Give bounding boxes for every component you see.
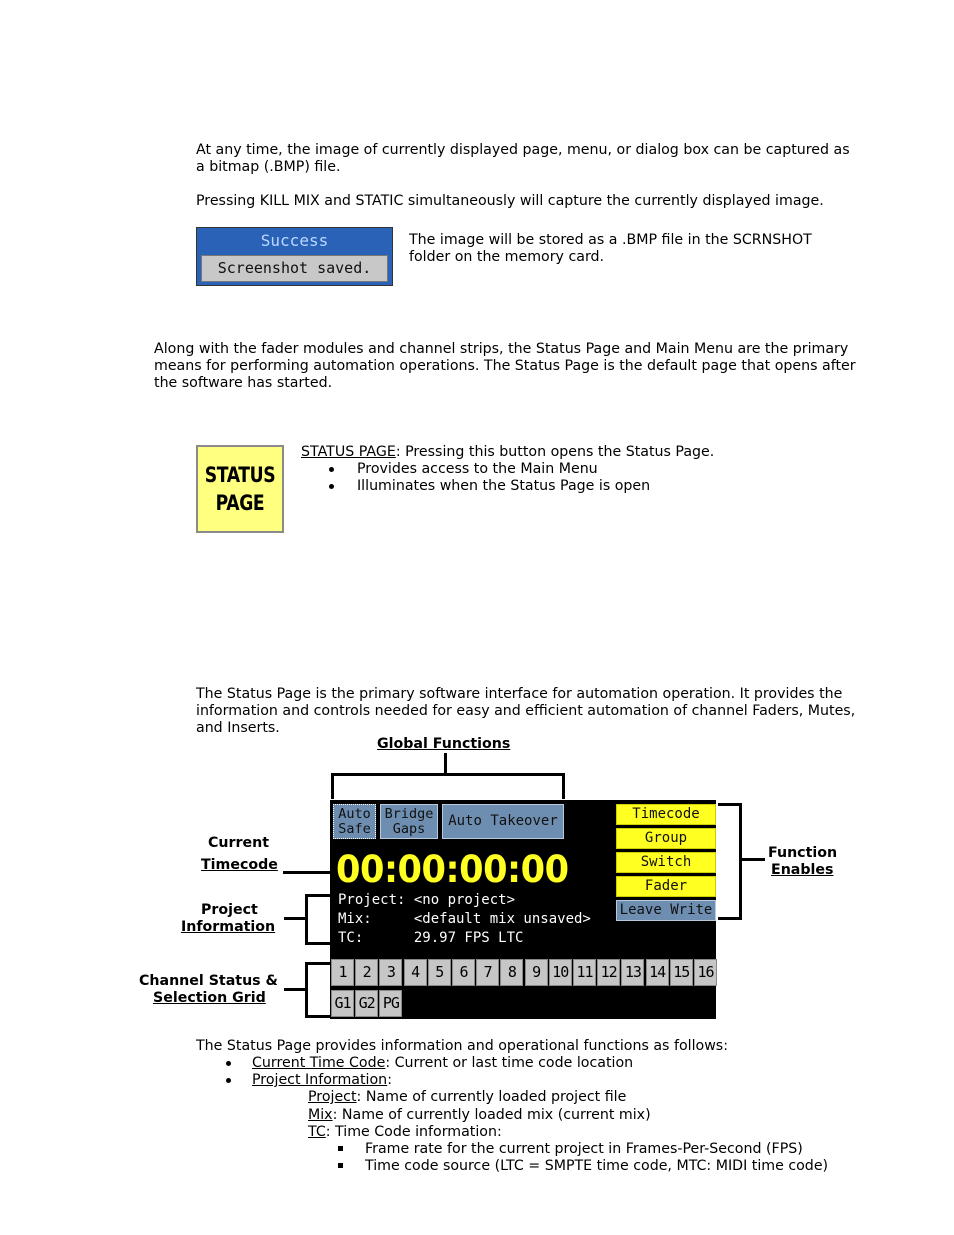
bracket-line	[741, 858, 765, 861]
intro-line-2: a bitmap (.BMP) file.	[196, 159, 341, 175]
bullet-icon	[226, 1061, 231, 1066]
leave-write-button[interactable]: Leave Write	[616, 900, 716, 921]
dialog-message: Screenshot saved.	[201, 255, 388, 282]
tc-sub-1: Frame rate for the current project in Frames-Per-Second (FPS)	[365, 1141, 803, 1157]
status-page-para-line-2: information and controls needed for easy and efficient automation of channel Faders, Mutes,	[196, 703, 856, 719]
status-page-para-line-1: The Status Page is the primary software interface for automation operation. It provides the	[196, 686, 843, 702]
status-bullet-1: Provides access to the Main Menu	[357, 461, 598, 477]
channel-cell-4[interactable]: 4	[404, 959, 427, 986]
status-para-line-1: Along with the fader modules and channel strips, the Status Page and Main Menu are the primary	[154, 341, 849, 357]
project-line: Project: <no project>	[338, 892, 516, 908]
channel-cell-11[interactable]: 11	[573, 959, 596, 986]
project-term: Project	[308, 1089, 357, 1105]
label-current: Current	[208, 835, 270, 851]
channel-cell-8[interactable]: 8	[500, 959, 523, 986]
square-bullet-icon	[338, 1163, 343, 1168]
bracket-line	[331, 773, 334, 799]
label-project: Project	[201, 902, 258, 918]
mix-desc: : Name of currently loaded mix (current mix)	[332, 1107, 651, 1123]
tc-term: TC	[308, 1124, 326, 1140]
status-page-term: STATUS PAGE	[301, 444, 396, 460]
bracket-line	[305, 942, 331, 945]
status-para-line-2: means for performing automation operations. The Status Page is the default page that opens after	[154, 358, 856, 374]
group-cell-g1[interactable]: G1	[331, 990, 354, 1017]
status-page-definition	[301, 444, 714, 461]
channel-cell-3[interactable]: 3	[379, 959, 402, 986]
auto-safe-button[interactable]	[333, 804, 376, 839]
tc-line: TC: 29.97 FPS LTC	[338, 930, 524, 946]
bullet-icon	[226, 1078, 231, 1083]
group-enable-button[interactable]: Group	[616, 828, 716, 849]
status-page-para-line-3: and Inserts.	[196, 720, 280, 736]
status-page-button-image	[196, 445, 284, 533]
bracket-line	[305, 962, 308, 1018]
status-bullet-2: Illuminates when the Status Page is open	[357, 478, 651, 494]
channel-cell-7[interactable]: 7	[476, 959, 499, 986]
label-function: Function	[768, 845, 838, 861]
project-information-desc: :	[387, 1072, 392, 1088]
bracket-line	[284, 917, 306, 920]
function-mix	[308, 1107, 651, 1124]
channel-cell-16[interactable]: 16	[694, 959, 717, 986]
bracket-line	[283, 871, 332, 874]
channel-cell-14[interactable]: 14	[646, 959, 669, 986]
auto-safe-line-2: Safe	[338, 821, 371, 837]
current-timecode: 00:00:00:00	[336, 848, 569, 891]
channel-cell-13[interactable]: 13	[621, 959, 644, 986]
dialog-caption-line-2: folder on the memory card.	[409, 249, 605, 265]
label-selection-grid: Selection Grid	[153, 990, 266, 1006]
channel-cell-10[interactable]: 10	[549, 959, 572, 986]
fader-enable-button[interactable]: Fader	[616, 876, 716, 897]
current-time-code-term: Current Time Code	[252, 1055, 386, 1071]
auto-takeover-button[interactable]: Auto Takeover	[442, 804, 564, 839]
bracket-line	[562, 773, 565, 799]
tc-desc: : Time Code information:	[325, 1124, 502, 1140]
bracket-line	[305, 894, 308, 945]
bracket-line	[284, 988, 306, 991]
dialog-title: Success	[260, 231, 329, 250]
status-page-desc: : Pressing this button opens the Status Page.	[395, 444, 715, 460]
label-global-functions: Global Functions	[377, 736, 511, 752]
mix-line: Mix: <default mix unsaved>	[338, 911, 591, 927]
channel-cell-12[interactable]: 12	[597, 959, 620, 986]
bullet-icon	[329, 467, 334, 472]
bracket-line	[305, 962, 331, 965]
channel-cell-2[interactable]: 2	[355, 959, 378, 986]
bracket-line	[718, 917, 742, 920]
bullet-icon	[329, 484, 334, 489]
function-tc	[308, 1124, 502, 1141]
status-page-button-label: STATUS PAGE	[204, 463, 276, 515]
group-cell-g2[interactable]: G2	[355, 990, 378, 1017]
success-dialog	[196, 227, 393, 286]
bridge-gaps-button[interactable]	[380, 804, 438, 839]
square-bullet-icon	[338, 1146, 343, 1151]
channel-cell-1[interactable]: 1	[331, 959, 354, 986]
auto-safe-line-1: Auto	[338, 806, 371, 822]
channel-cell-9[interactable]: 9	[525, 959, 548, 986]
functions-intro: The Status Page provides information and operational functions as follows:	[196, 1038, 728, 1054]
label-channel-status: Channel Status &	[139, 973, 278, 989]
function-project	[308, 1089, 626, 1106]
bracket-line	[305, 894, 331, 897]
label-enables: Enables	[771, 862, 834, 878]
timecode-enable-button[interactable]: Timecode	[616, 804, 716, 825]
project-desc: : Name of currently loaded project file	[356, 1089, 627, 1105]
channel-cell-15[interactable]: 15	[670, 959, 693, 986]
mix-term: Mix	[308, 1107, 333, 1123]
bracket-line	[305, 1015, 331, 1018]
bracket-line	[444, 753, 447, 775]
bridge-gaps-line-1: Bridge	[384, 806, 434, 822]
bracket-line	[331, 773, 565, 776]
label-information: Information	[181, 919, 276, 935]
channel-cell-6[interactable]: 6	[452, 959, 475, 986]
status-page-screen	[330, 800, 716, 1019]
tc-sub-2: Time code source (LTC = SMPTE time code, MTC: MIDI time code)	[365, 1158, 829, 1174]
status-para-line-3: the software has started.	[154, 375, 333, 391]
current-time-code-desc: : Current or last time code location	[385, 1055, 634, 1071]
bridge-gaps-line-2: Gaps	[392, 821, 426, 837]
intro-capture-instruction: Pressing KILL MIX and STATIC simultaneously will capture the currently displayed image.	[196, 193, 824, 209]
bracket-line	[739, 803, 742, 920]
channel-cell-5[interactable]: 5	[428, 959, 451, 986]
project-information-term: Project Information	[252, 1072, 388, 1088]
intro-line-1: At any time, the image of currently displayed page, menu, or dialog box can be captured as	[196, 142, 850, 158]
function-project-information	[252, 1072, 392, 1089]
dialog-caption-line-1: The image will be stored as a .BMP file in the SCRNSHOT	[409, 232, 812, 248]
switch-enable-button[interactable]: Switch	[616, 852, 716, 873]
function-current-time-code	[252, 1055, 633, 1072]
label-timecode: Timecode	[201, 857, 278, 873]
group-cell-pg[interactable]: PG	[379, 990, 402, 1017]
